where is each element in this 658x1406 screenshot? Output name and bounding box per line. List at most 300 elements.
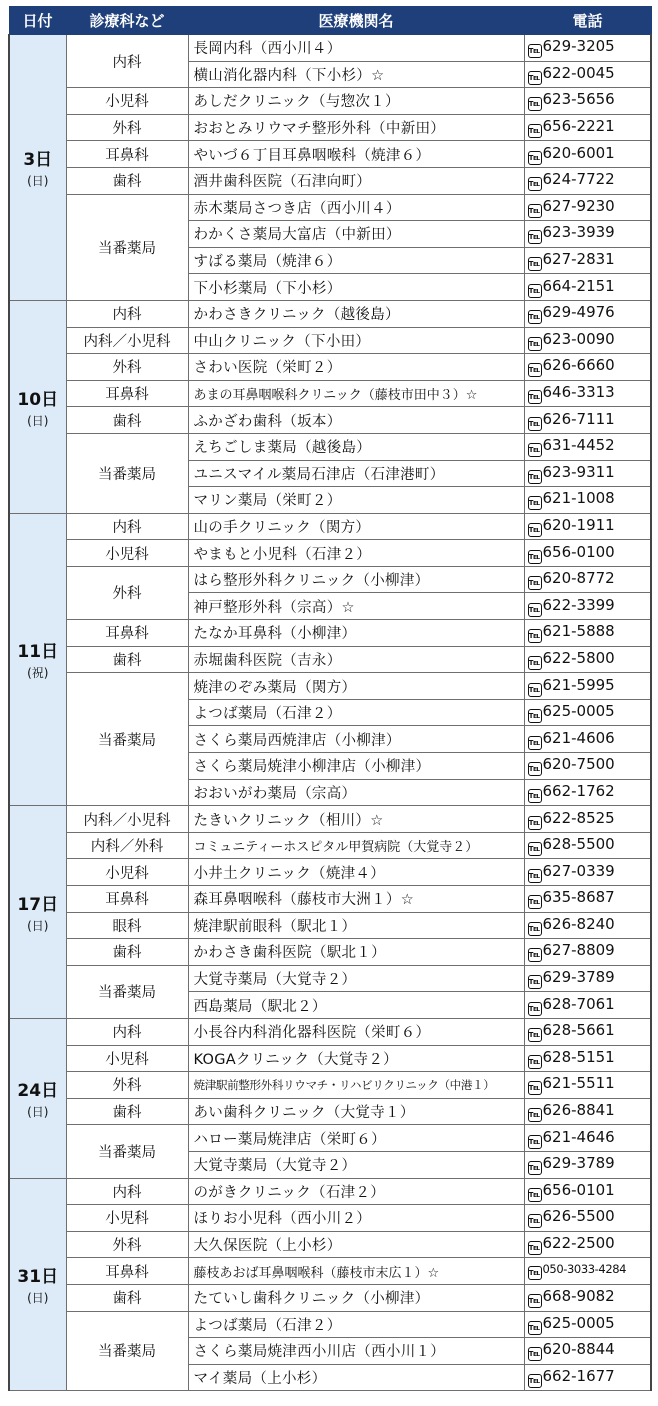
table-row xyxy=(9,1018,651,1045)
date-day: 10日 xyxy=(17,389,59,410)
department-cell: 外科 xyxy=(66,1231,188,1258)
phone-number: 625-0005 xyxy=(542,702,615,721)
tel-icon: ℡ xyxy=(528,1189,541,1200)
institution-cell: あまの耳鼻咽喉科クリニック（藤枝市田中３）☆ xyxy=(188,380,524,407)
table-row xyxy=(9,1258,651,1285)
phone-number: 628-7061 xyxy=(542,994,615,1013)
institution-cell: あしだクリニック（与惣次１） xyxy=(188,88,524,115)
table-row xyxy=(9,646,651,673)
date-weekday: (祝) xyxy=(27,666,49,681)
department-cell: 歯科 xyxy=(66,939,188,966)
institution-cell: 焼津駅前眼科（駅北１） xyxy=(188,912,524,939)
phone-cell xyxy=(524,886,651,913)
tel-icon: ℡ xyxy=(528,72,541,83)
institution-cell: さくら薬局焼津西小川店（西小川１） xyxy=(188,1338,524,1365)
phone-number: 622-0045 xyxy=(542,63,615,82)
institution-cell: 大覚寺薬局（大覚寺２） xyxy=(188,1151,524,1178)
phone-number: 656-0100 xyxy=(542,542,615,561)
table-row xyxy=(9,832,651,859)
table-row xyxy=(9,1125,651,1152)
phone-number: 628-5500 xyxy=(542,835,615,854)
institution-cell: ユニスマイル薬局石津店（石津港町） xyxy=(188,460,524,487)
institution-cell: 小長谷内科消化器科医院（栄町６） xyxy=(188,1018,524,1045)
phone-number: 626-8240 xyxy=(542,914,615,933)
department-cell: 内科／外科 xyxy=(66,832,188,859)
tel-icon: ℡ xyxy=(528,1083,541,1094)
institution-cell: あい歯科クリニック（大覚寺１） xyxy=(188,1098,524,1125)
phone-number: 622-5800 xyxy=(542,648,615,667)
institution-cell: マイ薬局（上小杉） xyxy=(188,1364,524,1391)
table-row xyxy=(9,327,651,354)
department-cell: 耳鼻科 xyxy=(66,886,188,913)
tel-icon: ℡ xyxy=(528,126,541,137)
phone-number: 627-2831 xyxy=(542,250,615,269)
department-cell: 歯科 xyxy=(66,1284,188,1311)
tel-icon: ℡ xyxy=(528,1110,541,1121)
department-cell: 内科 xyxy=(66,35,188,88)
tel-icon: ℡ xyxy=(528,259,541,270)
date-cell xyxy=(9,35,66,301)
date-weekday: (日) xyxy=(27,413,49,428)
table-row xyxy=(9,1205,651,1232)
institution-cell: さくら薬局焼津小柳津店（小柳津） xyxy=(188,753,524,780)
phone-number: 627-8809 xyxy=(542,941,615,960)
phone-cell xyxy=(524,1231,651,1258)
phone-number: 627-9230 xyxy=(542,196,615,215)
tel-icon: ℡ xyxy=(528,152,541,163)
phone-cell xyxy=(524,380,651,407)
tel-icon: ℡ xyxy=(528,1296,541,1307)
tel-icon: ℡ xyxy=(528,977,541,988)
department-cell: 小児科 xyxy=(66,88,188,115)
phone-number: 662-1677 xyxy=(542,1366,615,1385)
date-cell xyxy=(9,300,66,513)
department-cell: 当番薬局 xyxy=(66,433,188,513)
table-row xyxy=(9,1284,651,1311)
department-cell: 内科 xyxy=(66,1018,188,1045)
date-day: 3日 xyxy=(23,150,53,171)
tel-icon: ℡ xyxy=(528,471,541,482)
date-weekday: (日) xyxy=(27,174,49,189)
date-cell xyxy=(9,513,66,806)
table-row xyxy=(9,167,651,194)
tel-icon: ℡ xyxy=(528,1322,541,1333)
phone-cell xyxy=(524,1311,651,1338)
schedule-body xyxy=(9,35,651,1391)
tel-icon: ℡ xyxy=(528,498,541,509)
department-cell: 眼科 xyxy=(66,912,188,939)
phone-cell xyxy=(524,1045,651,1072)
header-institution: 医療機関名 xyxy=(188,7,524,35)
phone-cell xyxy=(524,1338,651,1365)
department-cell: 内科／小児科 xyxy=(66,806,188,833)
institution-cell: 赤堀歯科医院（吉永） xyxy=(188,646,524,673)
phone-number: 656-2221 xyxy=(542,117,615,136)
phone-cell xyxy=(524,407,651,434)
phone-number: 620-8844 xyxy=(542,1340,615,1359)
phone-number: 626-7111 xyxy=(542,409,615,428)
date-weekday: (日) xyxy=(27,919,49,934)
phone-number: 050-3033-4284 xyxy=(542,1262,627,1277)
phone-cell xyxy=(524,1284,651,1311)
phone-cell xyxy=(524,274,651,301)
phone-number: 629-3789 xyxy=(542,968,615,987)
phone-number: 621-5888 xyxy=(542,622,615,641)
table-row xyxy=(9,1178,651,1205)
institution-cell: 西島薬局（駅北２） xyxy=(188,992,524,1019)
department-cell: 内科 xyxy=(66,1178,188,1205)
phone-cell xyxy=(524,167,651,194)
tel-icon: ℡ xyxy=(528,1216,541,1227)
table-row xyxy=(9,300,651,327)
phone-cell xyxy=(524,354,651,381)
date-cell xyxy=(9,1018,66,1178)
phone-cell xyxy=(524,593,651,620)
table-row xyxy=(9,566,651,593)
institution-cell: コミュニティーホスピタル甲賀病院（大覚寺２） xyxy=(188,832,524,859)
institution-cell: やまもと小児科（石津２） xyxy=(188,540,524,567)
phone-number: 668-9082 xyxy=(542,1287,615,1306)
phone-cell xyxy=(524,965,651,992)
department-cell: 当番薬局 xyxy=(66,1311,188,1391)
phone-cell xyxy=(524,1018,651,1045)
institution-cell: 山の手クリニック（関方） xyxy=(188,513,524,540)
table-row xyxy=(9,194,651,221)
institution-cell: 小井土クリニック（焼津４） xyxy=(188,859,524,886)
tel-icon: ℡ xyxy=(528,817,541,828)
institution-cell: 焼津駅前整形外科リウマチ・リハビリクリニック（中港１） xyxy=(188,1072,524,1099)
phone-number: 624-7722 xyxy=(542,170,615,189)
institution-cell: えちごしま薬局（越後島） xyxy=(188,433,524,460)
table-row xyxy=(9,1311,651,1338)
institution-cell: 大久保医院（上小杉） xyxy=(188,1231,524,1258)
table-row xyxy=(9,540,651,567)
tel-icon: ℡ xyxy=(528,1243,541,1254)
phone-cell xyxy=(524,88,651,115)
phone-cell xyxy=(524,1125,651,1152)
institution-cell: さわい医院（栄町２） xyxy=(188,354,524,381)
tel-icon: ℡ xyxy=(528,1003,541,1014)
table-row xyxy=(9,912,651,939)
phone-cell xyxy=(524,859,651,886)
tel-icon: ℡ xyxy=(528,179,541,190)
phone-cell xyxy=(524,1205,651,1232)
phone-number: 635-8687 xyxy=(542,888,615,907)
institution-cell: たていし歯科クリニック（小柳津） xyxy=(188,1284,524,1311)
phone-cell xyxy=(524,620,651,647)
phone-cell xyxy=(524,1364,651,1391)
tel-icon: ℡ xyxy=(528,445,541,456)
phone-number: 621-4646 xyxy=(542,1127,615,1146)
institution-cell: はら整形外科クリニック（小柳津） xyxy=(188,566,524,593)
phone-cell xyxy=(524,221,651,248)
tel-icon: ℡ xyxy=(528,737,541,748)
tel-icon: ℡ xyxy=(528,870,541,881)
phone-number: 621-1008 xyxy=(542,489,615,508)
table-row xyxy=(9,1072,651,1099)
department-cell: 耳鼻科 xyxy=(66,1258,188,1285)
header-department: 診療科など xyxy=(66,7,188,35)
department-cell: 歯科 xyxy=(66,646,188,673)
table-row xyxy=(9,1098,651,1125)
department-cell: 耳鼻科 xyxy=(66,620,188,647)
department-cell: 小児科 xyxy=(66,1045,188,1072)
institution-cell: 藤枝あおば耳鼻咽喉科（藤枝市末広１）☆ xyxy=(188,1258,524,1285)
institution-cell: かわさき歯科医院（駅北１） xyxy=(188,939,524,966)
tel-icon: ℡ xyxy=(528,551,541,562)
tel-icon: ℡ xyxy=(528,1349,541,1360)
institution-cell: マリン薬局（栄町２） xyxy=(188,487,524,514)
date-day: 11日 xyxy=(17,642,59,663)
phone-number: 626-6660 xyxy=(542,356,615,375)
institution-cell: さくら薬局西焼津店（小柳津） xyxy=(188,726,524,753)
phone-cell xyxy=(524,513,651,540)
header-phone: 電話 xyxy=(524,7,651,35)
table-row xyxy=(9,859,651,886)
department-cell: 当番薬局 xyxy=(66,1125,188,1178)
duty-schedule-table xyxy=(8,6,652,1391)
institution-cell: わかくさ薬局大富店（中新田） xyxy=(188,221,524,248)
institution-cell: おおとみリウマチ整形外科（中新田） xyxy=(188,114,524,141)
tel-icon: ℡ xyxy=(528,524,541,535)
institution-cell: 神戸整形外科（宗高）☆ xyxy=(188,593,524,620)
department-cell: 歯科 xyxy=(66,167,188,194)
phone-cell xyxy=(524,61,651,88)
tel-icon: ℡ xyxy=(528,99,541,110)
date-day: 31日 xyxy=(17,1267,59,1288)
tel-icon: ℡ xyxy=(528,684,541,695)
phone-cell xyxy=(524,566,651,593)
phone-number: 629-3205 xyxy=(542,37,615,56)
tel-icon: ℡ xyxy=(528,578,541,589)
phone-number: 646-3313 xyxy=(542,383,615,402)
phone-cell xyxy=(524,753,651,780)
phone-number: 620-1911 xyxy=(542,515,615,534)
phone-cell xyxy=(524,992,651,1019)
phone-cell xyxy=(524,540,651,567)
phone-number: 620-6001 xyxy=(542,143,615,162)
date-weekday: (日) xyxy=(27,1105,49,1120)
phone-cell xyxy=(524,806,651,833)
date-cell xyxy=(9,806,66,1019)
phone-number: 662-1762 xyxy=(542,781,615,800)
tel-icon: ℡ xyxy=(528,46,541,57)
table-row xyxy=(9,1231,651,1258)
phone-number: 628-5661 xyxy=(542,1021,615,1040)
phone-cell xyxy=(524,247,651,274)
phone-cell xyxy=(524,646,651,673)
table-row xyxy=(9,673,651,700)
institution-cell: おおいがわ薬局（宗高） xyxy=(188,779,524,806)
phone-cell xyxy=(524,300,651,327)
department-cell: 当番薬局 xyxy=(66,194,188,300)
tel-icon: ℡ xyxy=(528,1163,541,1174)
table-row xyxy=(9,965,651,992)
phone-cell xyxy=(524,433,651,460)
institution-cell: KOGAクリニック（大覚寺２） xyxy=(188,1045,524,1072)
phone-cell xyxy=(524,487,651,514)
table-row xyxy=(9,88,651,115)
tel-icon: ℡ xyxy=(528,392,541,403)
table-row xyxy=(9,354,651,381)
department-cell: 歯科 xyxy=(66,1098,188,1125)
tel-icon: ℡ xyxy=(528,950,541,961)
institution-cell: 酒井歯科医院（石津向町） xyxy=(188,167,524,194)
institution-cell: やいづ６丁目耳鼻咽喉科（焼津６） xyxy=(188,141,524,168)
department-cell: 外科 xyxy=(66,566,188,619)
phone-cell xyxy=(524,141,651,168)
department-cell: 内科 xyxy=(66,513,188,540)
phone-number: 664-2151 xyxy=(542,276,615,295)
phone-cell xyxy=(524,1178,651,1205)
tel-icon: ℡ xyxy=(528,365,541,376)
tel-icon: ℡ xyxy=(528,338,541,349)
tel-icon: ℡ xyxy=(528,1056,541,1067)
phone-number: 620-7500 xyxy=(542,755,615,774)
phone-cell xyxy=(524,194,651,221)
institution-cell: かわさきクリニック（越後島） xyxy=(188,300,524,327)
phone-number: 625-0005 xyxy=(542,1313,615,1332)
table-row xyxy=(9,1045,651,1072)
department-cell: 歯科 xyxy=(66,407,188,434)
phone-number: 628-5151 xyxy=(542,1047,615,1066)
table-row xyxy=(9,407,651,434)
phone-number: 629-4976 xyxy=(542,303,615,322)
phone-number: 620-8772 xyxy=(542,569,615,588)
phone-number: 621-4606 xyxy=(542,728,615,747)
institution-cell: 焼津のぞみ薬局（関方） xyxy=(188,673,524,700)
table-row xyxy=(9,620,651,647)
department-cell: 耳鼻科 xyxy=(66,141,188,168)
phone-cell xyxy=(524,460,651,487)
department-cell: 外科 xyxy=(66,354,188,381)
institution-cell: ほりお小児科（西小川２） xyxy=(188,1205,524,1232)
phone-cell xyxy=(524,1098,651,1125)
department-cell: 小児科 xyxy=(66,540,188,567)
tel-icon: ℡ xyxy=(528,232,541,243)
table-row xyxy=(9,433,651,460)
phone-cell xyxy=(524,779,651,806)
tel-icon: ℡ xyxy=(528,631,541,642)
phone-number: 622-8525 xyxy=(542,808,615,827)
institution-cell: 中山クリニック（下小田） xyxy=(188,327,524,354)
tel-icon: ℡ xyxy=(528,790,541,801)
tel-icon: ℡ xyxy=(528,1268,541,1279)
phone-number: 623-3939 xyxy=(542,223,615,242)
department-cell: 外科 xyxy=(66,1072,188,1099)
tel-icon: ℡ xyxy=(528,418,541,429)
phone-number: 626-5500 xyxy=(542,1207,615,1226)
tel-icon: ℡ xyxy=(528,285,541,296)
institution-cell: すばる薬局（焼津６） xyxy=(188,247,524,274)
institution-cell: 森耳鼻咽喉科（藤枝市大洲１）☆ xyxy=(188,886,524,913)
phone-cell xyxy=(524,1072,651,1099)
phone-cell xyxy=(524,1151,651,1178)
institution-cell: たなか耳鼻科（小柳津） xyxy=(188,620,524,647)
phone-number: 621-5511 xyxy=(542,1074,615,1093)
tel-icon: ℡ xyxy=(528,897,541,908)
tel-icon: ℡ xyxy=(528,205,541,216)
phone-cell xyxy=(524,1258,651,1285)
phone-cell xyxy=(524,912,651,939)
institution-cell: よつば薬局（石津２） xyxy=(188,699,524,726)
phone-cell xyxy=(524,832,651,859)
department-cell: 小児科 xyxy=(66,859,188,886)
date-day: 17日 xyxy=(17,895,59,916)
phone-cell xyxy=(524,726,651,753)
department-cell: 当番薬局 xyxy=(66,965,188,1018)
phone-number: 621-5995 xyxy=(542,675,615,694)
institution-cell: 大覚寺薬局（大覚寺２） xyxy=(188,965,524,992)
phone-cell xyxy=(524,699,651,726)
phone-number: 623-9311 xyxy=(542,462,615,481)
institution-cell: 赤木薬局さつき店（西小川４） xyxy=(188,194,524,221)
institution-cell: のがきクリニック（石津２） xyxy=(188,1178,524,1205)
institution-cell: ふかざわ歯科（坂本） xyxy=(188,407,524,434)
table-row xyxy=(9,35,651,62)
table-row xyxy=(9,806,651,833)
table-row xyxy=(9,939,651,966)
institution-cell: たきいクリニック（相川）☆ xyxy=(188,806,524,833)
phone-cell xyxy=(524,673,651,700)
table-row xyxy=(9,114,651,141)
tel-icon: ℡ xyxy=(528,764,541,775)
phone-cell xyxy=(524,939,651,966)
institution-cell: 長岡内科（西小川４） xyxy=(188,35,524,62)
date-day: 24日 xyxy=(17,1081,59,1102)
department-cell: 内科 xyxy=(66,300,188,327)
tel-icon: ℡ xyxy=(528,923,541,934)
department-cell: 外科 xyxy=(66,114,188,141)
phone-number: 622-3399 xyxy=(542,595,615,614)
institution-cell: よつば薬局（石津２） xyxy=(188,1311,524,1338)
tel-icon: ℡ xyxy=(528,1136,541,1147)
header-row xyxy=(9,7,651,35)
department-cell: 小児科 xyxy=(66,1205,188,1232)
table-row xyxy=(9,380,651,407)
tel-icon: ℡ xyxy=(528,1375,541,1386)
phone-number: 626-8841 xyxy=(542,1101,615,1120)
institution-cell: 下小杉薬局（下小杉） xyxy=(188,274,524,301)
department-cell: 内科／小児科 xyxy=(66,327,188,354)
institution-cell: ハロー薬局焼津店（栄町６） xyxy=(188,1125,524,1152)
tel-icon: ℡ xyxy=(528,657,541,668)
date-cell xyxy=(9,1178,66,1391)
department-cell: 当番薬局 xyxy=(66,673,188,806)
table-row xyxy=(9,886,651,913)
date-weekday: (日) xyxy=(27,1291,49,1306)
department-cell: 耳鼻科 xyxy=(66,380,188,407)
header-date: 日付 xyxy=(9,7,66,35)
phone-cell xyxy=(524,327,651,354)
institution-cell: 横山消化器内科（下小杉）☆ xyxy=(188,61,524,88)
table-row xyxy=(9,141,651,168)
phone-number: 622-2500 xyxy=(542,1234,615,1253)
phone-number: 631-4452 xyxy=(542,436,615,455)
tel-icon: ℡ xyxy=(528,312,541,323)
tel-icon: ℡ xyxy=(528,1030,541,1041)
phone-number: 629-3789 xyxy=(542,1154,615,1173)
tel-icon: ℡ xyxy=(528,604,541,615)
table-row xyxy=(9,513,651,540)
phone-number: 623-0090 xyxy=(542,329,615,348)
phone-number: 627-0339 xyxy=(542,861,615,880)
phone-cell xyxy=(524,114,651,141)
phone-cell xyxy=(524,35,651,62)
phone-number: 623-5656 xyxy=(542,90,615,109)
tel-icon: ℡ xyxy=(528,711,541,722)
tel-icon: ℡ xyxy=(528,844,541,855)
